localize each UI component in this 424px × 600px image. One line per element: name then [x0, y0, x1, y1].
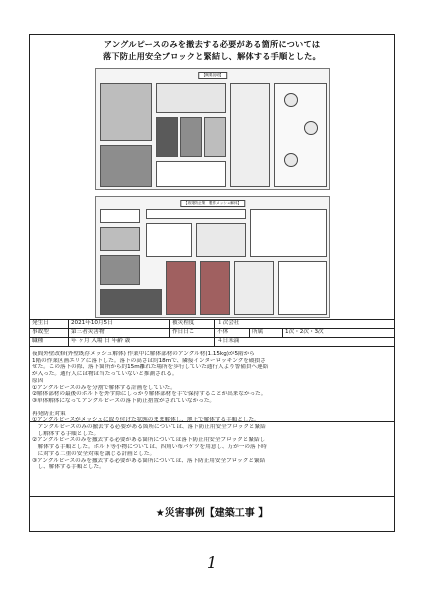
days-value: ４日未満: [215, 338, 395, 347]
prevention-item: し解体する手順とした。: [32, 430, 100, 437]
building-photo: [100, 83, 152, 141]
detail-photo-2: [180, 117, 202, 157]
mesh-photo-red-1: [166, 261, 196, 315]
prevention-heading: 再発防止対策: [32, 410, 66, 417]
bolt-detail-diagram: [234, 261, 274, 315]
detail-circle-1: [284, 93, 298, 107]
cause-item: ②解体部材の最後のボルトを外す際にしっかり解体部材を手で保持することが出来なかった。: [32, 391, 267, 398]
description-line: 1階の作業区画エリアに落下した。落下の高さは約18mで、隣接インターロッキングを破損さ: [32, 357, 266, 364]
severity-label: 被災程度: [170, 320, 215, 329]
safety-block-diagram: [250, 209, 327, 257]
lost-days-label: 不休: [215, 329, 250, 338]
affiliation-label: 所属: [250, 329, 283, 338]
site-photo: [100, 145, 152, 187]
step-banner: [146, 209, 246, 219]
report-footer: ★災害事例【建築工事 】: [155, 508, 269, 519]
cause-item: ③単体解体になってアングルピースの落下防止措置がされていなかった。: [32, 397, 216, 404]
accident-type-value: 第三者災害物: [69, 329, 170, 338]
prevention-item: に対する二重の安全対策を講じる計画とした。: [32, 450, 156, 457]
date-label: 発生日: [30, 320, 69, 329]
page-number: 1: [206, 553, 218, 572]
cause-separator: [29, 421, 395, 422]
mesh-detail-diagram: [274, 83, 327, 187]
section-diagram: [230, 83, 270, 187]
overview-figure: [95, 68, 330, 190]
description-line: 夜間外壁改修(外壁既存メッシュ解体) 作業中に解体部材のアングル材(1.15kg)が5階から: [32, 351, 255, 357]
title-line-1: アングルピースのみを撤去する必要がある箇所については: [103, 39, 321, 49]
mesh-photo-red-2: [200, 261, 230, 315]
severity-value: １次会社: [215, 320, 395, 329]
accident-type-label: 事故型: [30, 329, 69, 338]
detail-photo-3: [204, 117, 226, 157]
elevation-diagram: [156, 83, 226, 113]
occupation-label: 職種: [30, 338, 69, 347]
legend-box: [156, 161, 226, 187]
detail-circle-3: [284, 153, 298, 167]
title-line-2: 落下防止用安全ブロックと緊結し、解体する手順とした。: [103, 51, 321, 61]
prevention-item: アングルピースのみの撤去する必要がある箇所については、落下防止用安全ブロックと緊結: [32, 424, 266, 431]
prevention-figure-tag: 【再発防止策 製作メッシュ解体】: [180, 200, 245, 207]
affiliation-value: 1次・2次・3次: [283, 329, 395, 338]
mesh-sketch-1: [196, 223, 246, 257]
prevention-item: し、解体する手順とした。: [32, 464, 105, 471]
page-title: [29, 38, 395, 62]
incident-report-body: [32, 351, 394, 471]
bucket-note-box: [278, 261, 327, 315]
procedure-photo-1: [100, 227, 140, 251]
procedure-photo-2: [100, 255, 140, 285]
experience-value: 年 ヶ月 入場 日 年齢 歳: [69, 338, 215, 347]
detail-photo-1: [156, 117, 178, 157]
prevention-figure: [95, 196, 330, 318]
step-box-2: [146, 223, 192, 257]
cause-item: ①アングルピースのみを分割で解体する計画をしていた。: [32, 384, 176, 391]
description-line: が入った。通行人には物は当たっていないと推測される。: [32, 371, 178, 378]
prevention-item: ②アングルピースのみを撤去する必要がある箇所については落下防止用安全ブロックと緊結し: [32, 437, 266, 444]
detail-circle-2: [304, 121, 318, 135]
overview-figure-tag: 【概要説明】: [198, 72, 228, 79]
incident-meta-table: [29, 319, 395, 347]
place-label: 作日日こ: [170, 329, 215, 338]
description-line: せた。この落下の際、落下箇所から約15m離れた場所を歩行していた通行人より警備員へ連絡: [32, 364, 269, 371]
cause-heading: 原因: [32, 377, 44, 384]
date-value: 2021年10月5日: [69, 320, 170, 329]
prevention-item: 解体する手順とした。ボルト等小物については、四角い布バケツを用意し、万が一の落下時: [32, 444, 267, 451]
procedure-photo-3: [100, 289, 162, 315]
prevention-item: ③アングルピースのみを撤去する必要がある箇所については、落下防止用安全ブロックと緊結: [32, 457, 266, 464]
step-box-1: [100, 209, 140, 223]
